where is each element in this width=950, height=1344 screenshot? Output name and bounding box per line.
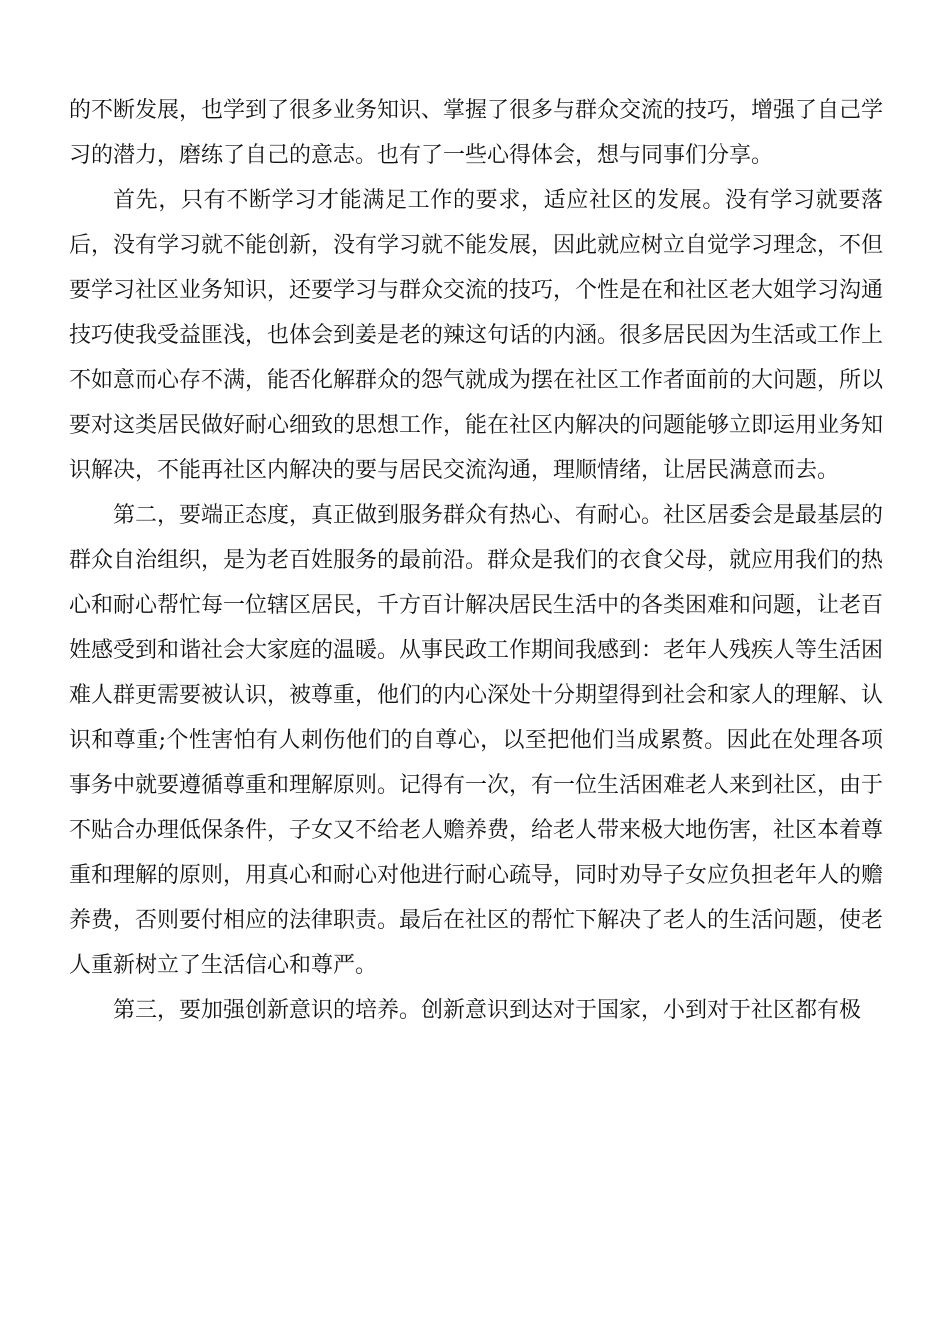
paragraph-second-point: 第二，要端正态度，真正做到服务群众有热心、有耐心。社区居委会是最基层的群众自治组织，是为老百姓服务的最前沿。群众是我们的衣食父母，就应用我们的热心和耐心帮忙每一位辖区居民，千方百计解决居民生活中的各类困难和问题，让老百姓感受到和谐社会大家庭的温暖。从事民政工作期间我感到：老年人残疾人等生活困难人群更需要被认识，被尊重，他们的内心深处十分期望得到社会和家人的理解、认识和尊重;个性害怕有人刺伤他们的自尊心，以至把他们当成累赘。因此在处理各项事务中就要遵循尊重和理解原则。记得有一次，有一位生活困难老人来到社区，由于不贴合办理低保条件，子女又不给老人赡养费，给老人带来极大地伤害，社区本着尊重和理解的原则，用真心和耐心对他进行耐心疏导，同时劝导子女应负担老年人的赡养费，否则要付相应的法律职责。最后在社区的帮忙下解决了老人的生活问题，使老人重新树立了生活信心和尊严。 xyxy=(69,503,884,978)
paragraph-continuation: 的不断发展，也学到了很多业务知识、掌握了很多与群众交流的技巧，增强了自己学习的潜力，磨练了自己的意志。也有了一些心得体会，想与同事们分享。 xyxy=(69,98,884,168)
document-body xyxy=(69,88,883,1033)
paragraph-first-point: 首先，只有不断学习才能满足工作的要求，适应社区的发展。没有学习就要落后，没有学习就不能创新，没有学习就不能发展，因此就应树立自觉学习理念，不但要学习社区业务知识，还要学习与群众交流的技巧，个性是在和社区老大姐学习沟通技巧使我受益匪浅，也体会到姜是老的辣这句话的内涵。很多居民因为生活或工作上不如意而心存不满，能否化解群众的怨气就成为摆在社区工作者面前的大问题，所以要对这类居民做好耐心细致的思想工作，能在社区内解决的问题能够立即运用业务知识解决，不能再社区内解决的要与居民交流沟通，理顺情绪，让居民满意而去。 xyxy=(69,188,884,483)
paragraph-third-point: 第三，要加强创新意识的培养。创新意识到达对于国家，小到对于社区都有极 xyxy=(113,998,862,1023)
